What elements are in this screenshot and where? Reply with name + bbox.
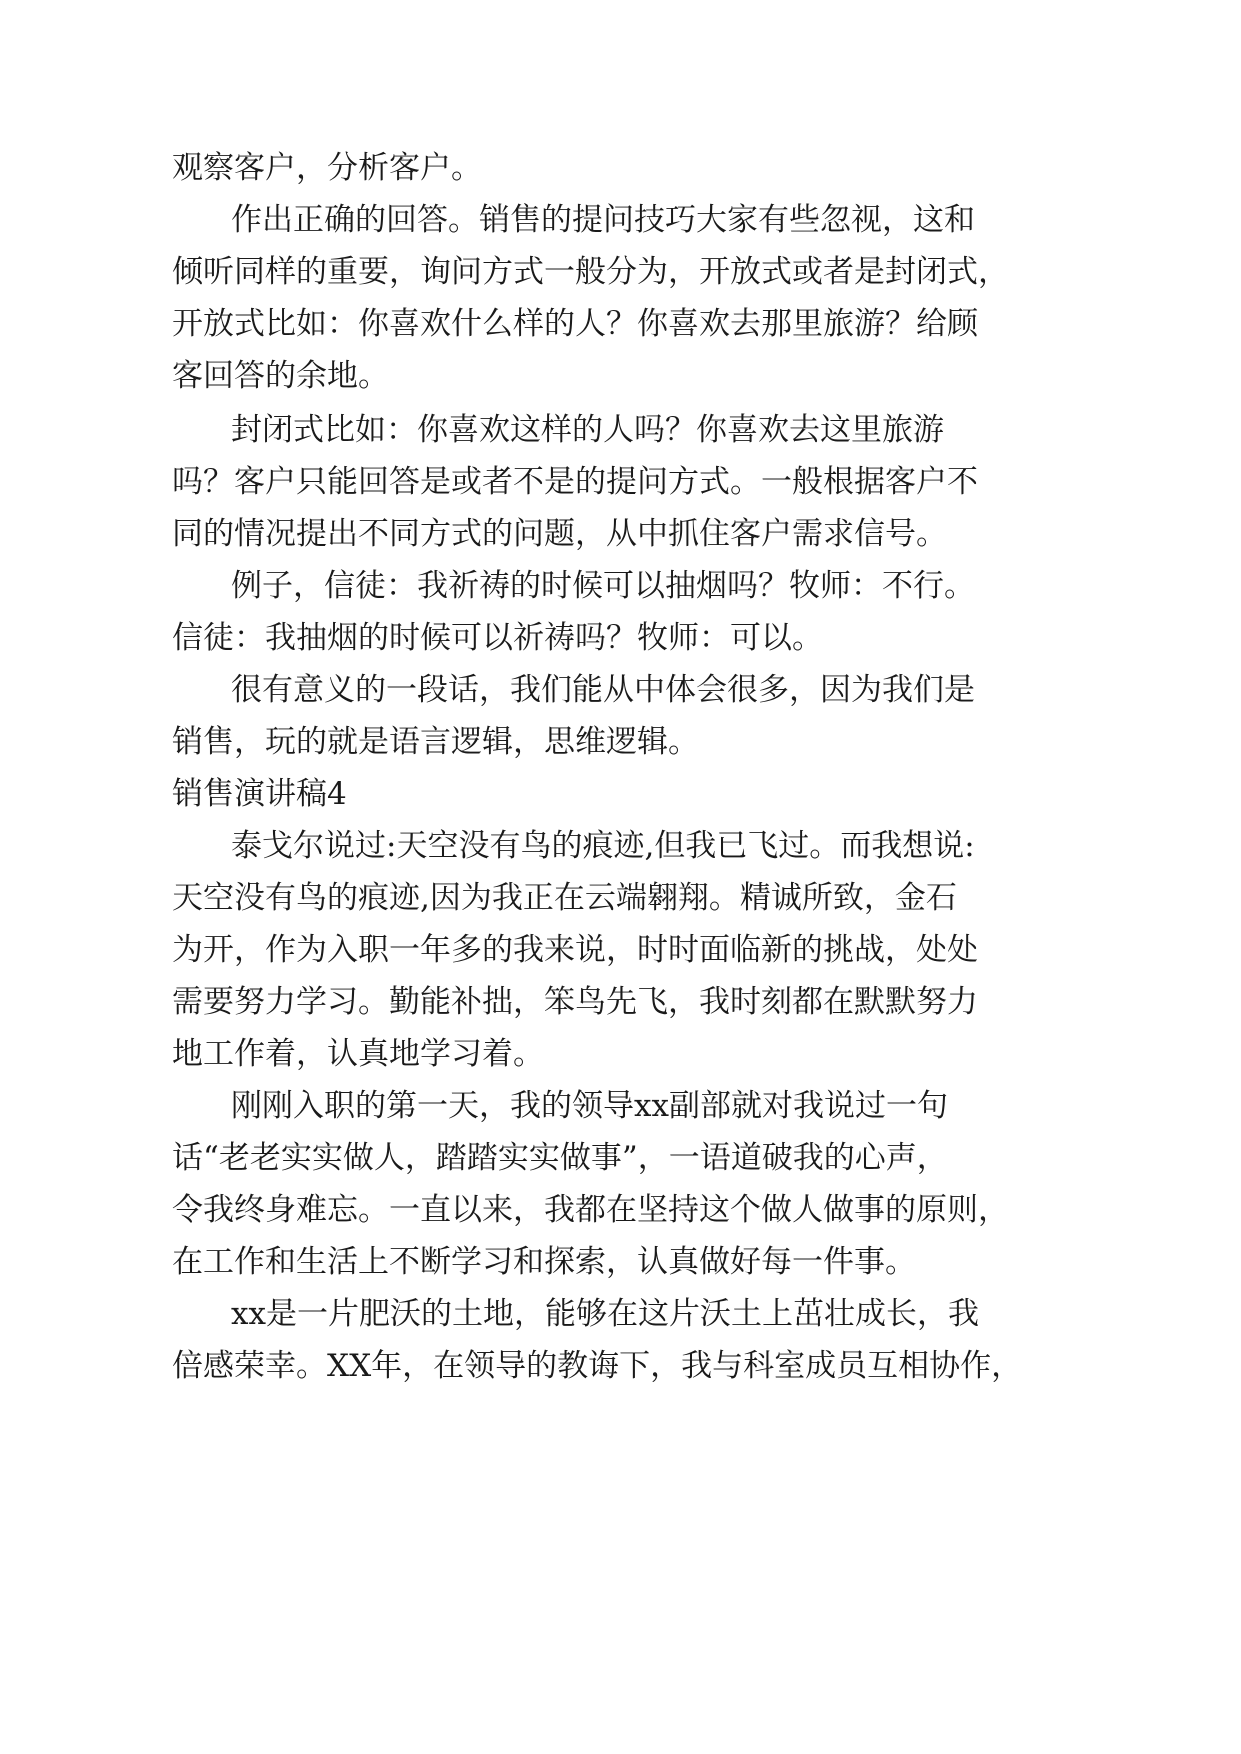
text-line: 为开，作为入职一年多的我来说，时时面临新的挑战，处处 [172, 932, 978, 968]
text-line: 倾听同样的重要，询问方式一般分为，开放式或者是封闭式， [172, 254, 1009, 290]
text-line: 需要努力学习。勤能补拙，笨鸟先飞，我时刻都在默默努力 [172, 984, 978, 1020]
text-line: 例子，信徒：我祈祷的时候可以抽烟吗？牧师：不行。 [231, 568, 975, 604]
text-line: 销售，玩的就是语言逻辑，思维逻辑。 [172, 724, 699, 760]
text-line: 刚刚入职的第一天，我的领导xx副部就对我说过一句 [231, 1088, 948, 1124]
text-line: 客回答的余地。 [172, 358, 389, 394]
text-line: 倍感荣幸。XX年，在领导的教诲下，我与科室成员互相协作， [172, 1348, 1023, 1384]
text-line: 在工作和生活上不断学习和探索，认真做好每一件事。 [172, 1244, 916, 1280]
text-line: 令我终身难忘。一直以来，我都在坚持这个做人做事的原则， [172, 1192, 1009, 1228]
text-line: 作出正确的回答。销售的提问技巧大家有些忽视，这和 [231, 202, 975, 238]
text-line: 同的情况提出不同方式的问题，从中抓住客户需求信号。 [172, 516, 947, 552]
text-line: 开放式比如：你喜欢什么样的人？你喜欢去那里旅游？给顾 [172, 306, 978, 342]
text-line: 泰戈尔说过:天空没有鸟的痕迹,但我已飞过。而我想说: [231, 828, 975, 864]
text-line: 天空没有鸟的痕迹,因为我正在云端翱翔。精诚所致，金石 [172, 880, 957, 916]
section-heading: 销售演讲稿4 [172, 776, 347, 812]
text-line: 封闭式比如：你喜欢这样的人吗？你喜欢去这里旅游 [231, 412, 944, 448]
text-line: 地工作着，认真地学习着。 [172, 1036, 544, 1072]
text-line: 话“老老实实做人，踏踏实实做事”，一语道破我的心声， [172, 1140, 948, 1176]
text-line: 信徒：我抽烟的时候可以祈祷吗？牧师：可以。 [172, 620, 823, 656]
text-line: xx是一片肥沃的土地，能够在这片沃土上茁壮成长，我 [231, 1296, 979, 1332]
text-line: 很有意义的一段话，我们能从中体会很多，因为我们是 [231, 672, 975, 708]
text-line: 观察客户，分析客户。 [172, 150, 482, 186]
text-line: 吗？客户只能回答是或者不是的提问方式。一般根据客户不 [172, 464, 978, 500]
